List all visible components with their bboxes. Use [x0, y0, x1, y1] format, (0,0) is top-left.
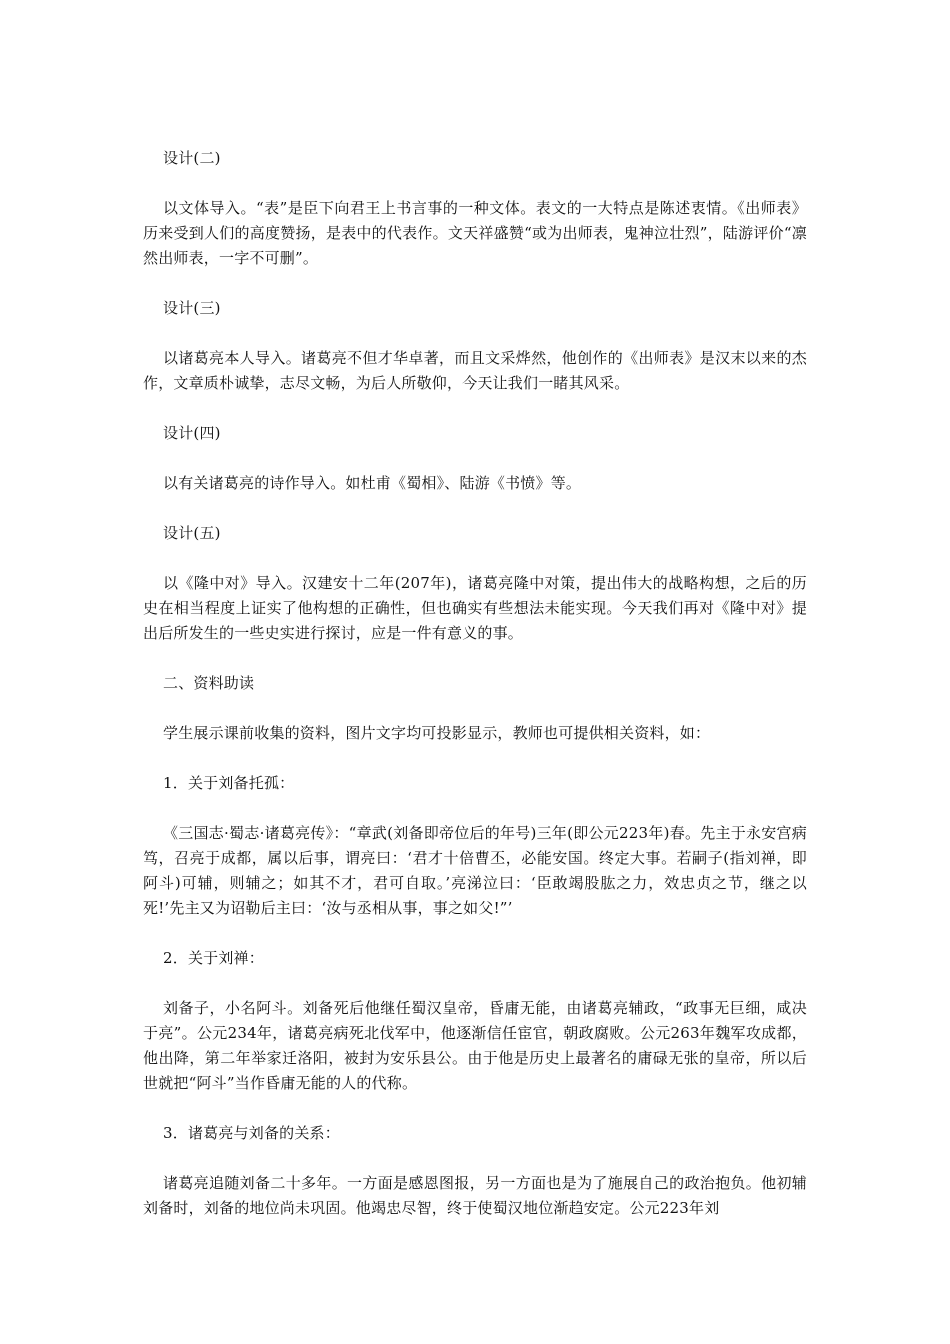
section-heading-reading-materials: 二、资料助读: [163, 674, 255, 692]
paragraph-zhuge-liubei-relation: 诸葛亮追随刘备二十多年。一方面是感恩图报，另一方面也是为了施展自己的政治抱负。他初辅刘备时，刘备的地位尚未巩固。他竭忠尽智，终于使蜀汉地位渐趋安定。公元223年刘: [143, 1174, 807, 1217]
subheading-zhuge-liubei-relation: 3．诸葛亮与刘备的关系：: [163, 1124, 340, 1142]
paragraph-materials-intro: 学生展示课前收集的资料，图片文字均可投影显示，教师也可提供相关资料，如：: [163, 724, 711, 742]
paragraph-liubei-entrust: 《三国志·蜀志·诸葛亮传》：“章武(刘备即帝位后的年号)三年(即公元223年)春。先主于永安宫病笃，召亮于成都，属以后事，谓亮曰：‘君才十倍曹丕，必能安国。终定大事。若嗣子(指刘禅，即阿斗)可辅，则辅之；如其不才，君可自取。’亮涕泣曰：‘臣敢竭股肱之力，效忠贞之节，继之以死!’先主又为诏勒后主曰：‘汝与丞相从事，事之如父!”’: [143, 824, 807, 917]
section-heading-design-2: 设计(二): [163, 149, 221, 167]
section-heading-design-4: 设计(四): [163, 424, 221, 442]
paragraph-poetry-intro: 以有关诸葛亮的诗作导入。如杜甫《蜀相》、陆游《书愤》等。: [163, 474, 582, 492]
section-heading-design-3: 设计(三): [163, 299, 221, 317]
paragraph-genre-intro: 以文体导入。“表”是臣下向君王上书言事的一种文体。表文的一大特点是陈述衷情。《出师表》历来受到人们的高度赞扬，是表中的代表作。文天祥盛赞“或为出师表，鬼神泣壮烈”，陆游评价“凛然出师表，一字不可删”。: [143, 199, 807, 267]
document-body: [143, 146, 807, 1246]
paragraph-longzhong-intro: 以《隆中对》导入。汉建安十二年(207年)，诸葛亮隆中对策，提出伟大的战略构想，之后的历史在相当程度上证实了他构想的正确性，但也确实有些想法未能实现。今天我们再对《隆中对》提出后所发生的一些史实进行探讨，应是一件有意义的事。: [143, 574, 807, 642]
subheading-liushan: 2．关于刘禅：: [163, 949, 264, 967]
paragraph-author-intro: 以诸葛亮本人导入。诸葛亮不但才华卓著，而且文采烨然，他创作的《出师表》是汉末以来的杰作，文章质朴诚挚，志尽文畅，为后人所敬仰，今天让我们一睹其风采。: [143, 349, 807, 392]
subheading-liubei-entrust: 1．关于刘备托孤：: [163, 774, 295, 792]
paragraph-liushan: 刘备子，小名阿斗。刘备死后他继任蜀汉皇帝，昏庸无能，由诸葛亮辅政，“政事无巨细，咸决于亮”。公元234年，诸葛亮病死北伐军中，他逐渐信任宦官，朝政腐败。公元263年魏军攻成都，他出降，第二年举家迁洛阳，被封为安乐县公。由于他是历史上最著名的庸碌无张的皇帝，所以后世就把“阿斗”当作昏庸无能的人的代称。: [143, 999, 807, 1092]
section-heading-design-5: 设计(五): [163, 524, 221, 542]
